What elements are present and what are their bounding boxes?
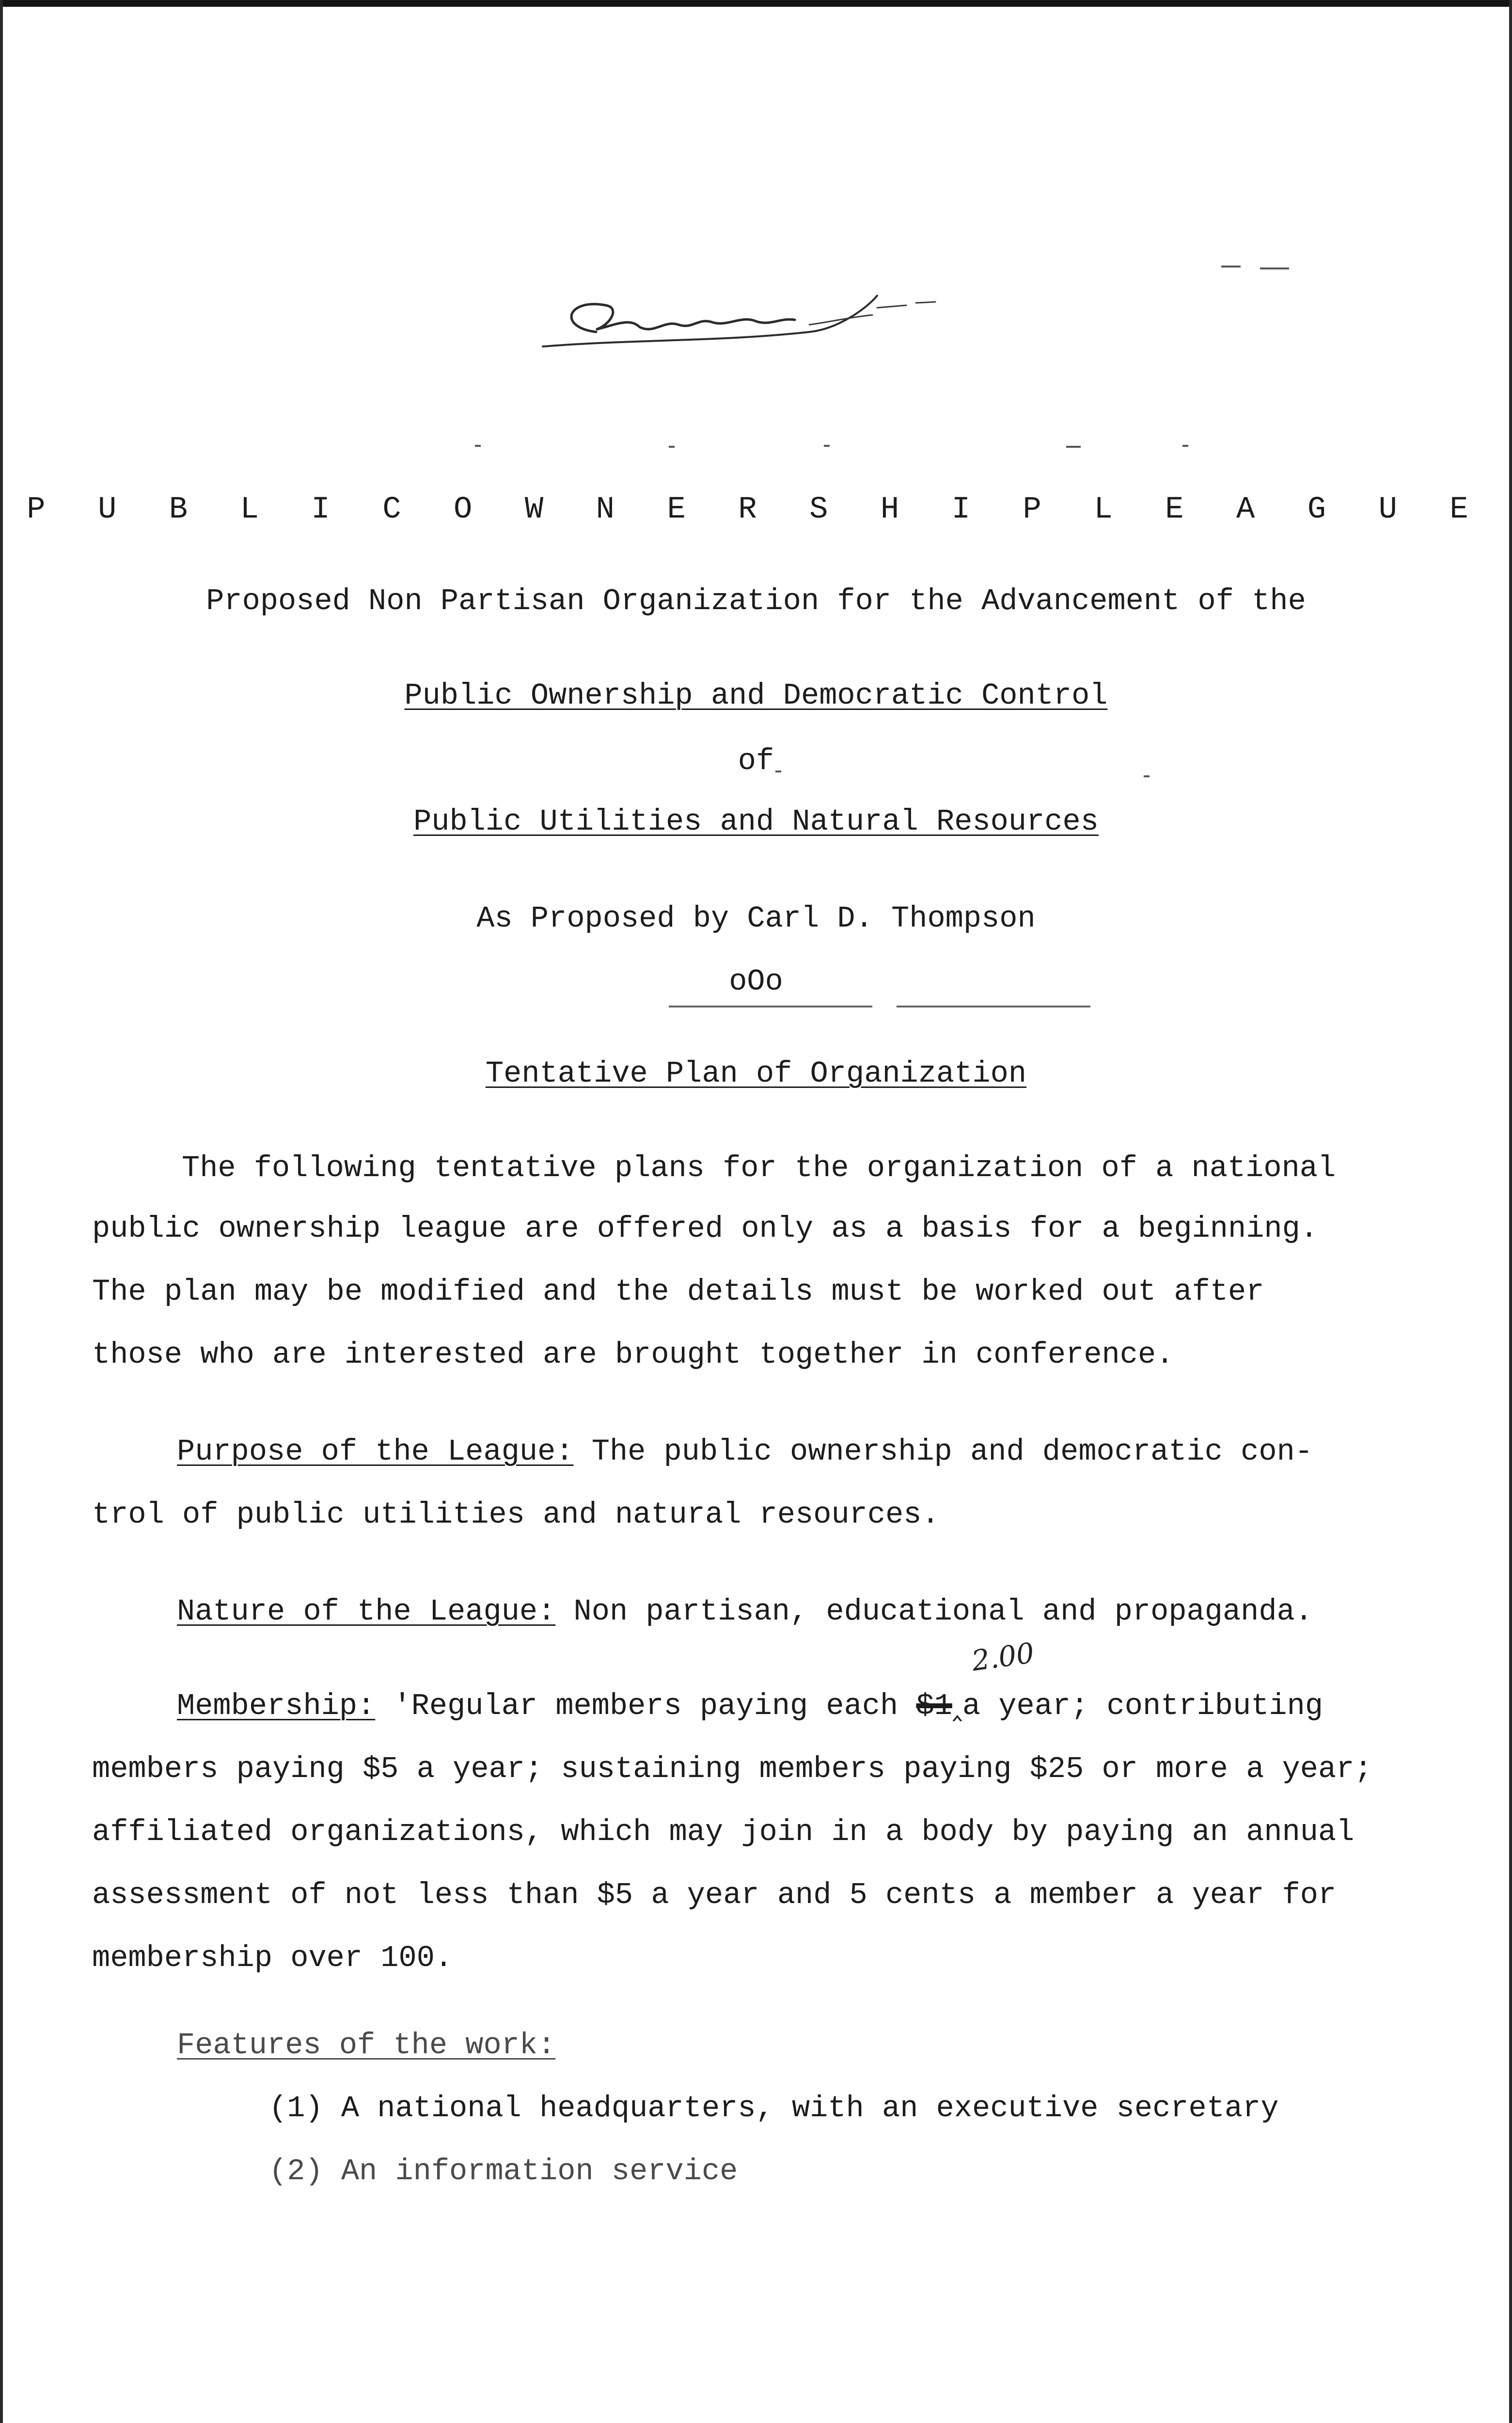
nature-text: Non partisan, educational and propaganda. [555,1594,1313,1629]
nature-paragraph [177,1594,1313,1629]
feature-item: (2) An information service [269,2154,738,2188]
scan-speck [669,446,675,448]
scan-speck [1221,266,1241,267]
scan-speck [475,445,481,447]
page-title: P U B L I C O W N E R S H I P L E A G U E [27,492,1485,527]
separator: oOo [729,964,783,999]
scan-speck [1260,267,1289,269]
section-title: Tentative Plan of Organization [485,1056,1027,1091]
purpose-paragraph [177,1434,1313,1469]
purpose-label: Purpose of the League: [177,1434,574,1469]
title-line-1: Public Ownership and Democratic Control [404,678,1108,713]
scan-left-edge [0,0,3,2423]
scan-speck [824,445,830,447]
handwritten-signature [538,279,1003,366]
membership-line: affiliated organizations, which may join in a body by paying an annual [92,1815,1354,1849]
membership-line: members paying $5 a year; sustaining members paying $25 or more a year; [92,1752,1372,1786]
membership-line: membership over 100. [92,1941,453,1975]
purpose-text: The public ownership and democratic con- [573,1434,1313,1469]
caret-mark: ‸ [952,1689,962,1723]
nature-label: Nature of the League: [177,1594,556,1629]
intro-line: The plan may be modified and the details must be worked out after [92,1274,1264,1309]
scan-right-edge [1509,0,1512,2423]
handwritten-amount: 2.00 [969,1636,1037,1678]
intro-line: public ownership league are offered only as a basis for a beginning. [92,1212,1319,1246]
scan-speck [1182,445,1188,447]
membership-text-post: a year; contributing [962,1689,1323,1723]
title-line-2: Public Utilities and Natural Resources [413,804,1099,839]
purpose-line-2: trol of public utilities and natural resources. [92,1497,940,1532]
proposed-by: As Proposed by Carl D. Thompson [476,901,1036,936]
title-of: of [738,744,774,778]
membership-line: assessment of not less than $5 a year and 5 cents a member a year for [92,1878,1337,1912]
membership-text: 'Regular members paying each [375,1689,916,1723]
feature-item: (1) A national headquarters, with an executive secretary [269,2091,1279,2125]
struck-amount: $1 [916,1689,952,1723]
features-label: Features of the work: [177,2028,556,2062]
membership-paragraph [177,1691,1323,1721]
scan-speck [669,1006,872,1007]
scan-top-edge [0,0,1512,7]
subtitle: Proposed Non Partisan Organization for the Advancement of the [206,584,1306,618]
intro-line: The following tentative plans for the organization of a national [182,1151,1336,1185]
scan-speck [1066,446,1081,448]
membership-label: Membership: [177,1689,376,1723]
intro-line: those who are interested are brought together in conference. [92,1337,1174,1372]
scan-speck [897,1006,1090,1007]
